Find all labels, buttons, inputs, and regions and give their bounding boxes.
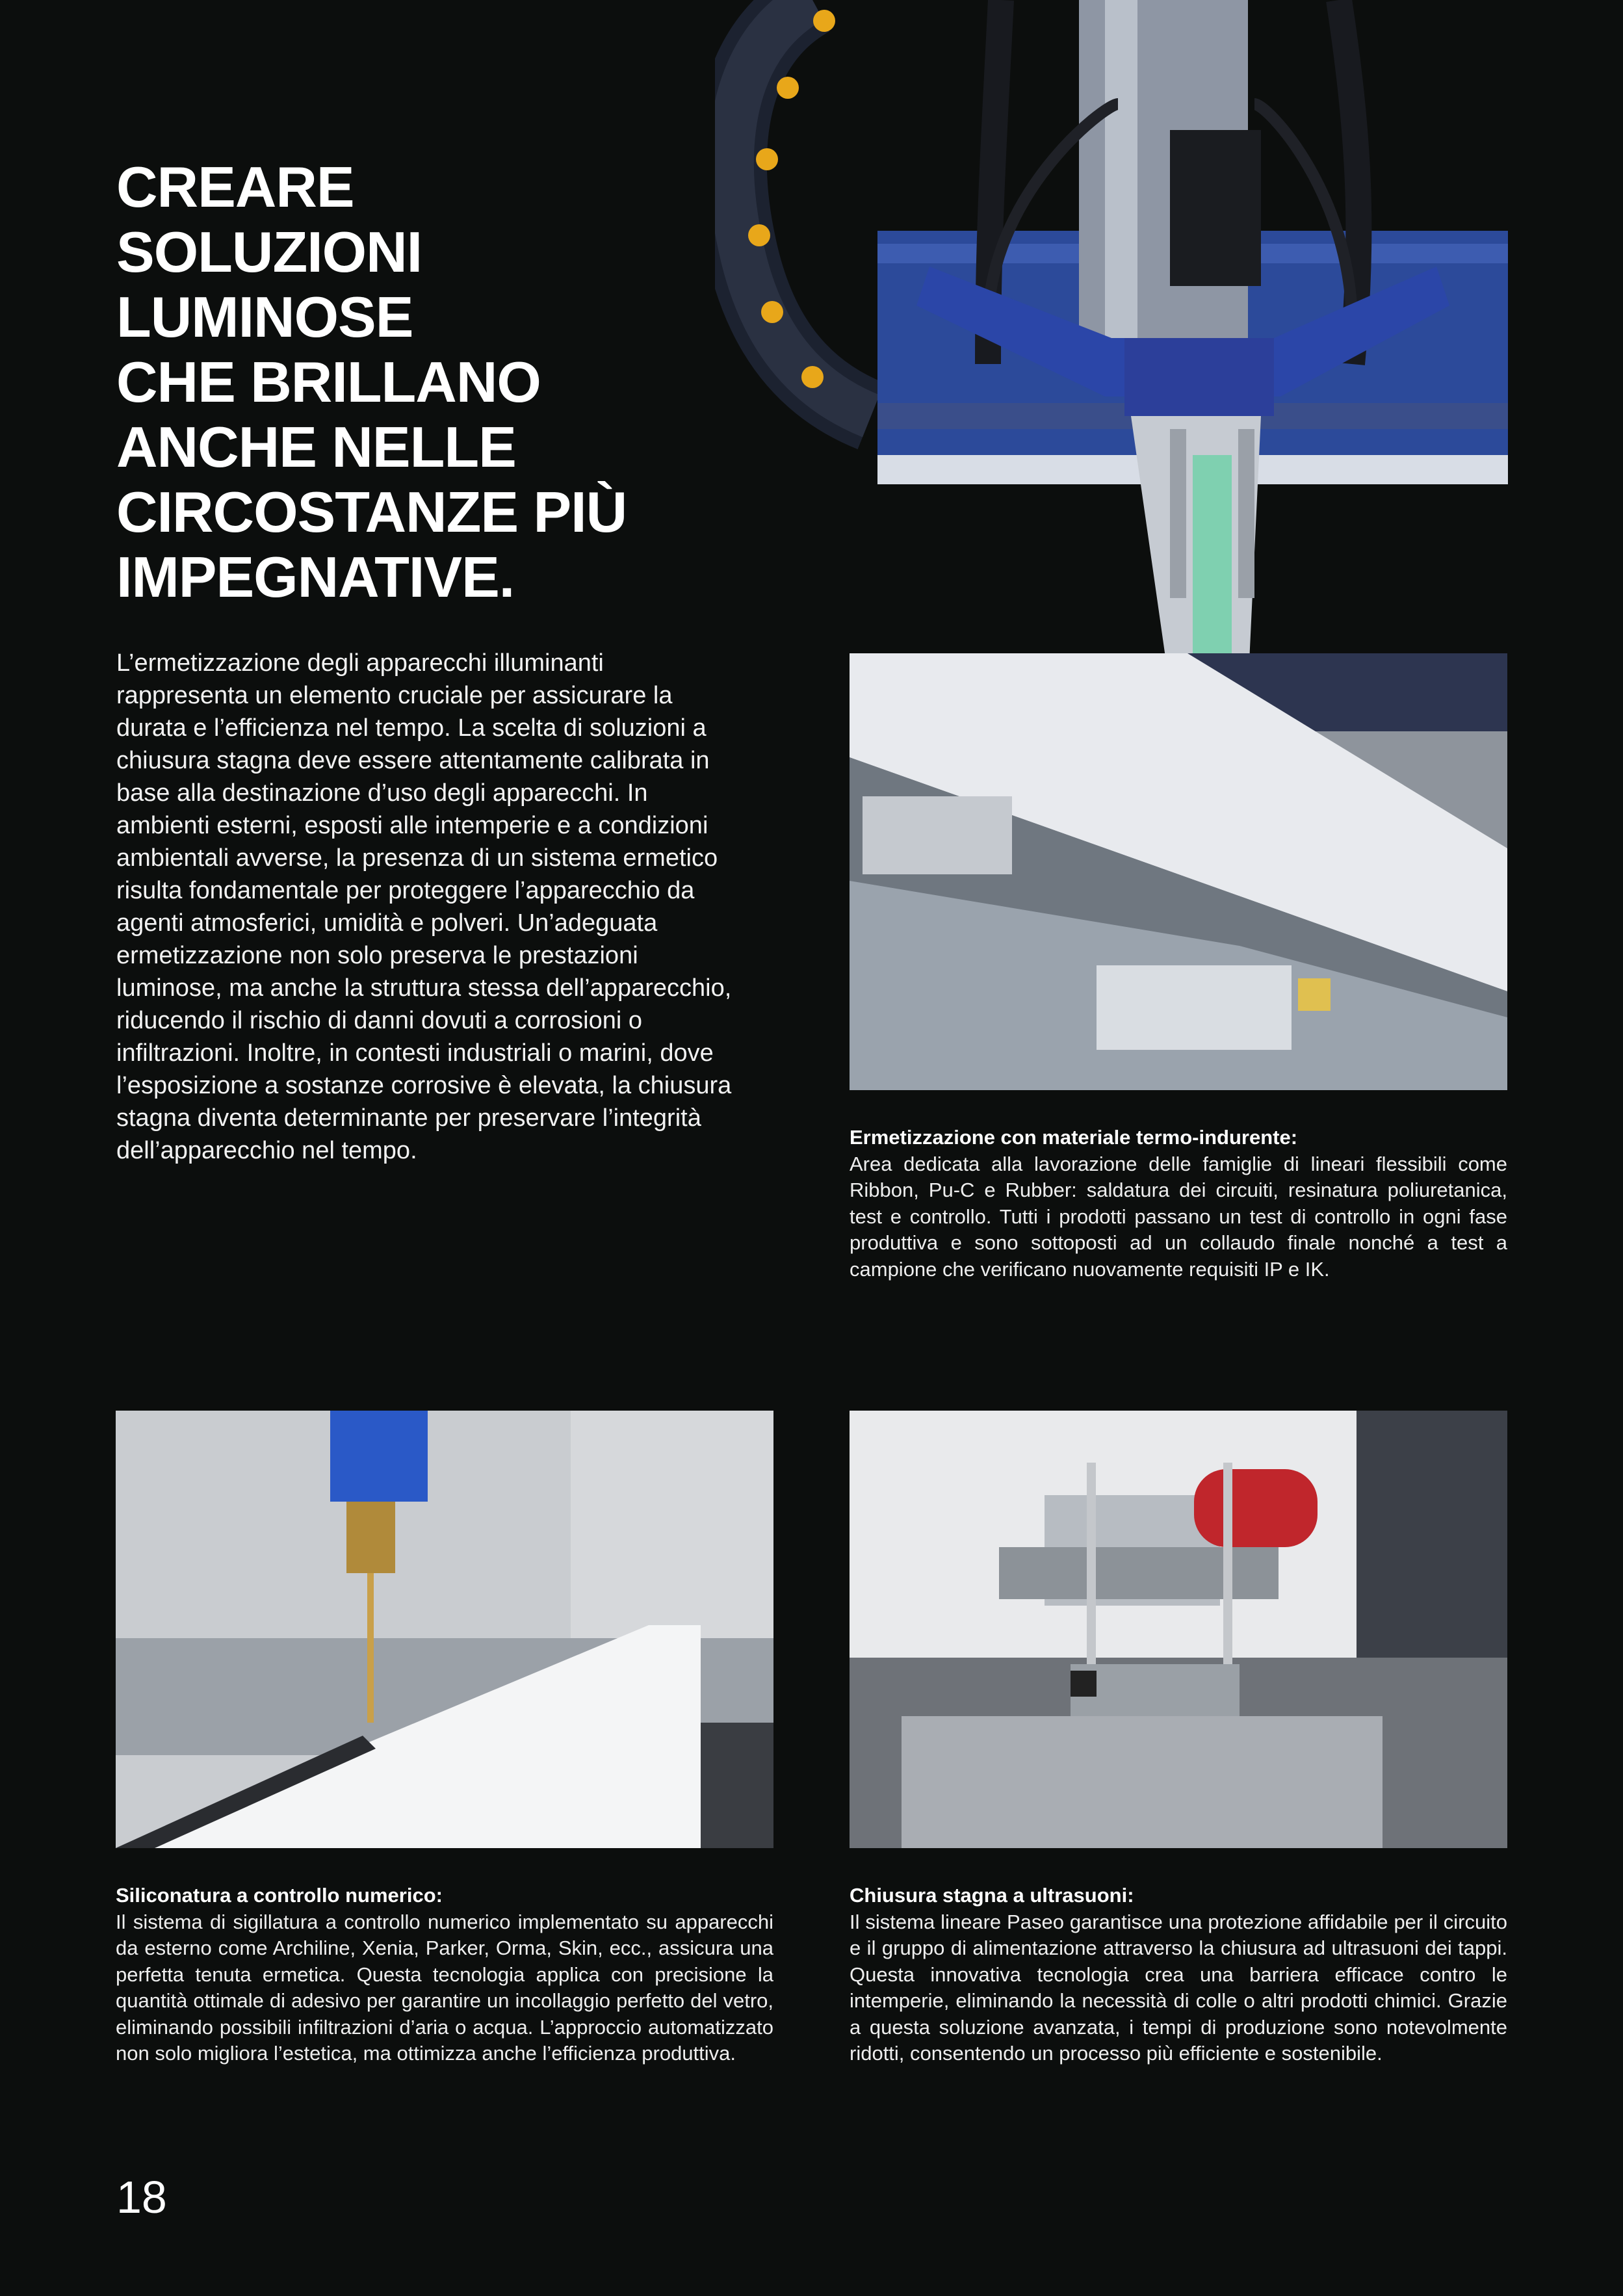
thermo-section bbox=[850, 1125, 1507, 1283]
silicone-text: Il sistema di sigillatura a controllo numerico implementato su apparecchi da esterno come Archiline, Xenia, Parker, Orma, Skin, ecc., assicura una perfetta tenuta ermetica. Questa tecnologia applica con precisione la quantità ottimale di adesivo per garantire un incollaggio perfetto del vetro, eliminando possibili infiltrazioni d’aria o acqua. L’approccio automatizzato non solo migliora l’estetica, ma ottimizza anche l’efficienza produttiva. bbox=[116, 1910, 773, 2065]
headline-line: IMPEGNATIVE. bbox=[116, 545, 515, 609]
silicone-dispensing-photo bbox=[116, 1411, 773, 1848]
silicone-section bbox=[116, 1883, 773, 2067]
headline-line: CHE BRILLANO bbox=[116, 350, 541, 414]
headline-line: CREARE bbox=[116, 155, 354, 219]
ultrasonic-text: Il sistema lineare Paseo garantisce una protezione affidabile per il circuito e il gruppo di alimentazione attraverso la chiusura ad ultrasuoni dei tappi. Questa innovativa tecnologia crea una barriera efficace contro le intemperie, eliminando la necessità di colle o altri prodotti chimici. Grazie a questa soluzione avanzata, i tempi di produzione sono notevolmente ridotti, consentendo un processo più efficiente e sostenibile. bbox=[850, 1910, 1507, 2065]
thermo-title: Ermetizzazione con materiale termo-indurente: bbox=[850, 1126, 1298, 1149]
aluminum-profile-photo bbox=[850, 653, 1507, 1090]
intro-paragraph: L’ermetizzazione degli apparecchi illuminanti rappresenta un elemento cruciale per assicurare la durata e l’efficienza nel tempo. La scelta di soluzioni a chiusura stagna deve essere attentamente calibrata in base alla destinazione d’uso degli apparecchi. In ambienti esterni, esposti alle intemperie e a condizioni ambientali avverse, la presenza di un sistema ermetico risulta fondamentale per proteggere l’apparecchio da agenti atmosferici, umidità e polveri. Un’adeguata ermetizzazione non solo preserva le prestazioni luminose, ma anche la struttura stessa dell’apparecchio, riducendo il rischio di danni dovuti a corrosioni o infiltrazioni. Inoltre, in contesti industriali o marini, dove l’esposizione a sostanze corrosive è elevata, la chiusura stagna diventa determinante per preservare l’integrità dell’apparecchio nel tempo. bbox=[116, 649, 732, 1164]
headline-line: SOLUZIONI bbox=[116, 220, 422, 284]
ultrasonic-closure-photo bbox=[850, 1411, 1507, 1848]
headline-line: LUMINOSE bbox=[116, 285, 413, 349]
silicone-title: Siliconatura a controllo numerico: bbox=[116, 1884, 443, 1907]
headline bbox=[116, 155, 701, 610]
ultrasonic-title: Chiusura stagna a ultrasuoni: bbox=[850, 1884, 1134, 1907]
headline-line: CIRCOSTANZE PIÙ bbox=[116, 480, 627, 544]
ultrasonic-section bbox=[850, 1883, 1507, 2067]
page-number: 18 bbox=[116, 2172, 167, 2223]
thermo-text: Area dedicata alla lavorazione delle famiglie di lineari flessibili come Ribbon, Pu-C e Rubber: saldatura dei circuiti, resinatura poliuretanica, test e controllo. Tutti i prodotti passano un test di controllo in ogni fase produttiva e sono sottoposti ad un collaudo finale nonché a test a campione che verificano nuovamente requisiti IP e IK. bbox=[850, 1152, 1507, 1281]
headline-line: ANCHE NELLE bbox=[116, 415, 516, 479]
